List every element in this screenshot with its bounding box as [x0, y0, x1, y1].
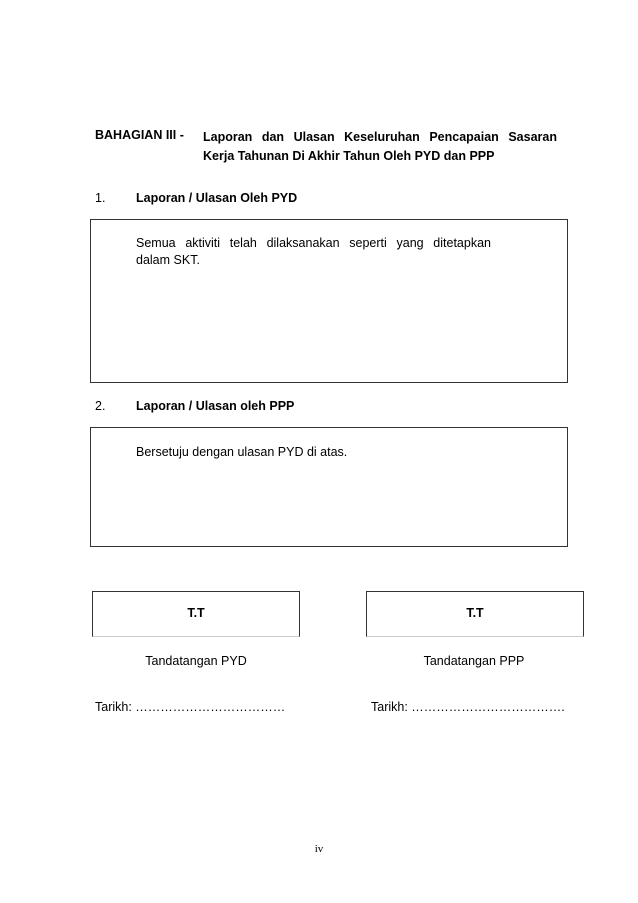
pyd-date: Tarikh: ……………………………… — [95, 700, 286, 714]
part1-number: 1. — [95, 191, 106, 205]
pyd-signature-box: T.T — [92, 591, 300, 637]
section-label: BAHAGIAN III - — [95, 128, 184, 142]
ppp-date: Tarikh: ………………………………. — [371, 700, 565, 714]
part2-report-box — [90, 427, 568, 547]
part2-report-text: Bersetuju dengan ulasan PYD di atas. — [136, 445, 348, 459]
ppp-signature-label: Tandatangan PPP — [423, 654, 525, 668]
part2-heading: Laporan / Ulasan oleh PPP — [136, 399, 295, 413]
section-title: Laporan dan Ulasan Keseluruhan Pencapaian Sasaran Kerja Tahunan Di Akhir Tahun Oleh PYD dan PPP — [203, 130, 557, 163]
part1-report-box — [90, 219, 568, 383]
pyd-signature-label: Tandatangan PYD — [145, 654, 247, 668]
part2-number: 2. — [95, 399, 106, 413]
part1-heading: Laporan / Ulasan Oleh PYD — [136, 191, 298, 205]
part1-report-text: Semua aktiviti telah dilaksanakan seperti yang ditetapkan dalam SKT. — [136, 236, 491, 267]
ppp-signature-box: T.T — [366, 591, 584, 637]
page-number: iv — [314, 843, 324, 855]
